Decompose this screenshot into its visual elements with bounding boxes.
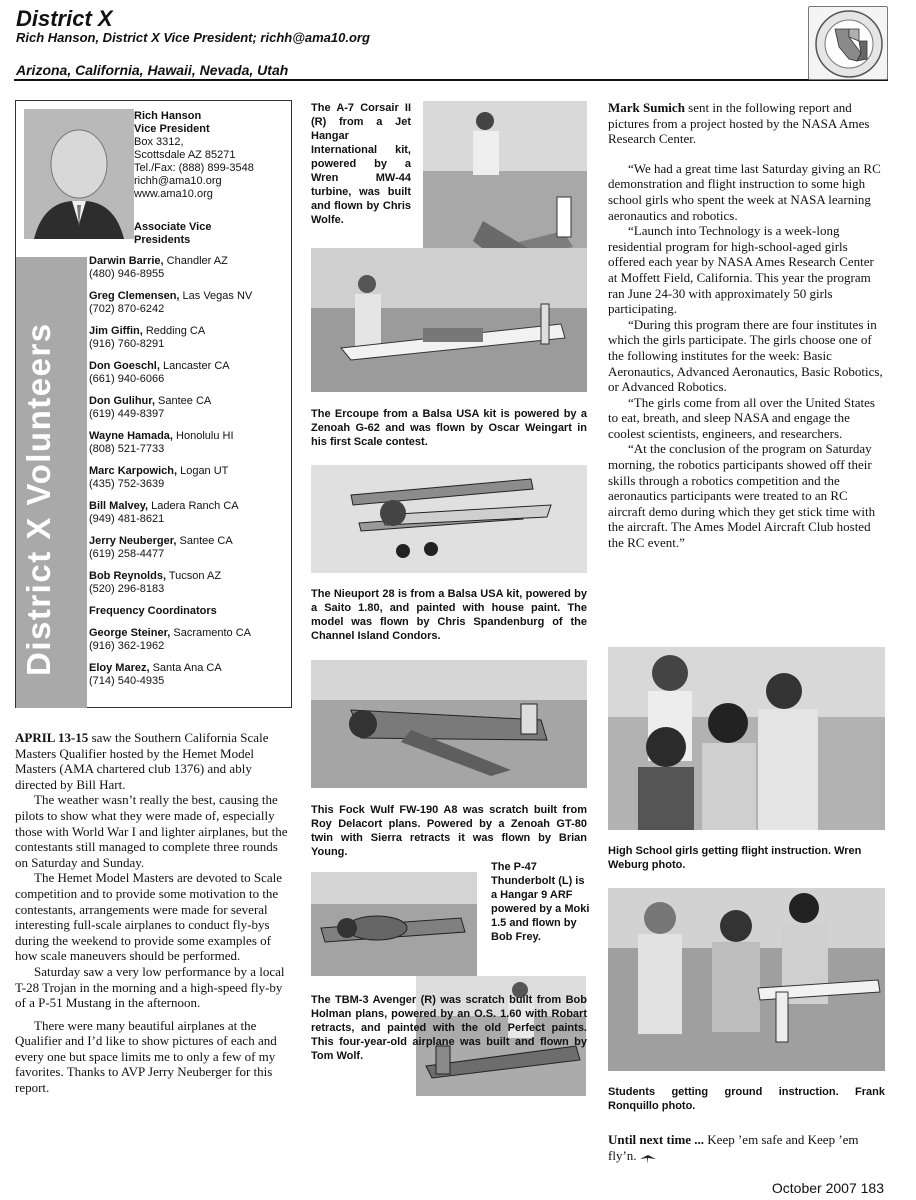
assoc-heading: Associate Vice Presidents bbox=[134, 221, 212, 246]
volunteers-vertical-title: District X Volunteers bbox=[20, 322, 57, 676]
caption-corsair: The A-7 Corsair II (R) from a Jet Hangar International kit, powered by a Wren MW-44 turbine, was built and flown by Chris Wolfe. bbox=[311, 102, 411, 226]
district-map-logo bbox=[808, 6, 888, 80]
list-item: Greg Clemensen, Las Vegas NV (702) 870-6242 bbox=[89, 290, 253, 315]
page-number: October 2007 183 bbox=[771, 1180, 884, 1196]
list-item: George Steiner, Sacramento CA (916) 362-1962 bbox=[89, 627, 252, 652]
paragraph: Mark Sumich sent in the following report and pictures from a project hosted by the NASA Ames Research Center. bbox=[608, 100, 870, 147]
photo-ercoupe bbox=[311, 248, 587, 392]
header-states: Arizona, California, Hawaii, Nevada, Utah bbox=[16, 62, 289, 78]
vp-portrait-photo bbox=[24, 109, 134, 239]
list-item: Bob Reynolds, Tucson AZ (520) 296-8183 bbox=[89, 570, 222, 595]
article-column-3 bbox=[608, 100, 884, 551]
header-subtitle: Rich Hanson, District X Vice President; richh@ama10.org bbox=[16, 30, 370, 45]
volunteers-box bbox=[15, 100, 292, 708]
vp-line: Box 3312, bbox=[134, 136, 184, 148]
list-item: Eloy Marez, Santa Ana CA (714) 540-4935 bbox=[89, 662, 222, 687]
photo-nieuport bbox=[311, 465, 587, 573]
paragraph: There were many beautiful airplanes at the Qualifier and I’d like to show pictures of each and every one but space limits me to only a few of my favorites. Thanks to AVP Jerry Neuberger for this report. bbox=[15, 1017, 277, 1096]
caption-p47: The P-47 Thunderbolt (L) is a Hangar 9 ARF powered by a Moki 1.5 and flown by Bob Frey. bbox=[491, 861, 590, 943]
paragraph: APRIL 13-15 saw the Southern California Scale Masters Qualifier hosted by the Hemet Model Masters (AMA chartered club 1376) and ably directed by Bill Hart. bbox=[15, 730, 269, 792]
list-item: Jerry Neuberger, Santee CA (619) 258-4477 bbox=[89, 535, 233, 560]
list-item: Marc Karpowich, Logan UT (435) 752-3639 bbox=[89, 465, 229, 490]
list-item: Don Goeschl, Lancaster CA (661) 940-6066 bbox=[89, 360, 230, 385]
photo-students-ground bbox=[608, 888, 885, 1071]
caption-nieuport: The Nieuport 28 is from a Balsa USA kit, powered by a Saito 1.80, and painted with house paint. The model was flown by Chris Spandenburg of the Channel Island Condors. bbox=[311, 588, 587, 642]
list-item: Bill Malvey, Ladera Ranch CA (949) 481-8621 bbox=[89, 500, 239, 525]
caption-ercoupe: The Ercoupe from a Balsa USA kit is powered by a Zenoah G-62 and was flown by Oscar Weingart in his first Scale contest. bbox=[311, 408, 587, 448]
vp-contact bbox=[134, 110, 254, 201]
paragraph: “We had a great time last Saturday giving an RC demonstration and flight instruction to some high school girls who spent the week at NASA learning aeronautics and robotics. bbox=[608, 160, 881, 223]
vp-email-link[interactable]: richh@ama10.org bbox=[134, 175, 222, 187]
paragraph: Saturday saw a very low performance by a local T-28 Trojan in the morning and a high-speed fly-by of a P-51 Mustang in the afternoon. bbox=[15, 963, 285, 1011]
caption-tbm3: The TBM-3 Avenger (R) was scratch built from Bob Holman plans, powered by an O.S. 1.60 with Robart retracts, and painted with the old Perfect paints. This four-year-old airplane was built and flown by Tom Wolf. bbox=[311, 994, 587, 1062]
vp-name: Rich Hanson bbox=[134, 110, 202, 122]
volunteer-list bbox=[89, 255, 289, 697]
list-item: Don Gulihur, Santee CA (619) 449-8397 bbox=[89, 395, 212, 420]
closing-line: Until next time ... Keep ’em safe and Keep ’em fly’n. bbox=[608, 1132, 859, 1163]
paragraph: “Launch into Technology is a week-long residential program for high-school-aged girls offered each year by NASA Ames Research Center at Moffett Field, California. This year the program ran June 24-30 with approximately 50 girls participating. bbox=[608, 223, 874, 317]
vp-role: Vice President bbox=[134, 123, 210, 135]
vp-line: Tel./Fax: (888) 899-3548 bbox=[134, 162, 254, 174]
vp-website-link[interactable]: www.ama10.org bbox=[134, 188, 213, 200]
caption-fockwulf: This Fock Wulf FW-190 A8 was scratch built from Roy Delacort plans. Powered by a Zenoah GT-80 twin with Sierra retracts it was flown by Brian Young. bbox=[311, 804, 587, 858]
photo-p47 bbox=[311, 872, 477, 976]
caption-tbm3-part1 bbox=[311, 993, 587, 1063]
vp-line: Scottsdale AZ 85271 bbox=[134, 149, 236, 161]
photo-girls-flight bbox=[608, 647, 885, 830]
list-item: Wayne Hamada, Honolulu HI (808) 521-7733 bbox=[89, 430, 234, 455]
caption-girls: High School girls getting flight instruction. Wren Weburg photo. bbox=[608, 845, 862, 871]
article-column-1 bbox=[15, 730, 290, 1096]
paragraph: “At the conclusion of the program on Saturday morning, the robotics participants showed off their skills through a robotics competition and the aeronautics participants were treated to an RC aircraft demo during which they get stick time with the aircraft. The Ames Model Aircraft Club hosted the RC event.” bbox=[608, 441, 876, 551]
paragraph: “The girls come from all over the United States to eat, breath, and sleep NASA and engage the coolest scientists, engineers, and researchers. bbox=[608, 394, 875, 441]
list-item: Jim Giffin, Redding CA (916) 760-8291 bbox=[89, 325, 206, 350]
photo-fockwulf bbox=[311, 660, 587, 788]
freq-heading: Frequency Coordinators bbox=[89, 605, 217, 617]
caption-students: Students getting ground instruction. Frank Ronquillo photo. bbox=[608, 1086, 885, 1112]
list-item: Darwin Barrie, Chandler AZ (480) 946-8955 bbox=[89, 255, 228, 280]
header-divider bbox=[14, 79, 888, 81]
page-title: District X bbox=[16, 6, 113, 31]
ama-wing-icon bbox=[640, 1152, 656, 1161]
paragraph: “During this program there are four institutes in which the girls participate. The girls choose one of the following institutes for the week: Basic Aeronautics, Advanced Aeronautics, Basic Robotics, or Advanced Robotics. bbox=[608, 316, 883, 395]
paragraph: The Hemet Model Masters are devoted to Scale competition and to provide some motivation to the contestants, arrangements were made for several interesting full-scale airplanes to conduct fly-bys during the weekend to provide some examples of how scale maneuvers should be performed. bbox=[15, 870, 282, 964]
paragraph: The weather wasn’t really the best, causing the pilots to show what they were made of, especially those with World War I and lighter airplanes, but the contestants still managed to complete three rounds on Saturday and Sunday. bbox=[15, 792, 288, 870]
